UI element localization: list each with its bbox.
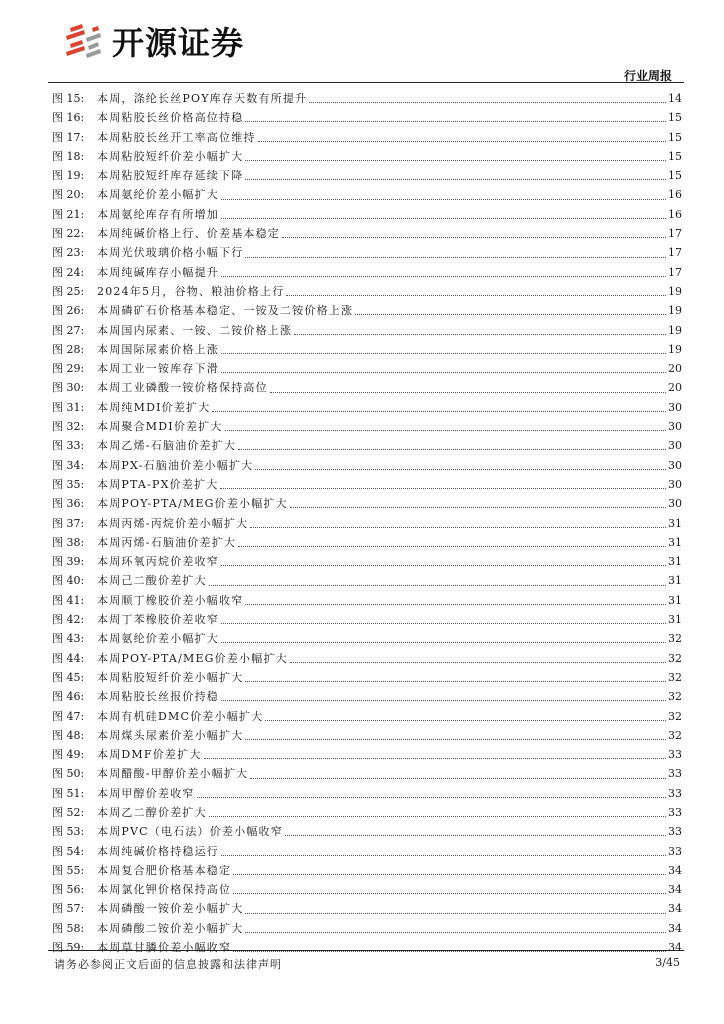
toc-figure-number: 图 40:: [52, 574, 85, 588]
toc-page-number: 17: [668, 246, 682, 260]
toc-dot-leader: [309, 102, 666, 103]
toc-entry[interactable]: [52, 89, 682, 108]
toc-page-number: 32: [668, 728, 682, 742]
toc-page-number: 31: [668, 516, 682, 530]
toc-page-number: 19: [668, 342, 682, 356]
toc-figure-number: 图 26:: [52, 304, 85, 318]
toc-figure-title: 本周工业磷酸一铵价格保持高位: [97, 381, 268, 395]
toc-figure-title: 本周氯化钾价格保持高位: [97, 883, 232, 897]
toc-figure-number: 图 52:: [52, 805, 85, 819]
toc-dot-leader: [250, 778, 666, 779]
toc-page-number: 30: [668, 458, 682, 472]
toc-figure-title: 本周乙二醇价差扩大: [97, 805, 207, 819]
toc-page-number: 33: [668, 844, 682, 858]
toc-entry[interactable]: [52, 475, 682, 494]
toc-page-number: 15: [668, 149, 682, 163]
toc-figure-number: 图 50:: [52, 767, 85, 781]
toc-figure-title: 本周粘胶长丝报价持稳: [97, 690, 219, 704]
toc-dot-leader: [355, 314, 666, 315]
toc-figure-title: 本周粘胶短纤库存延续下降: [97, 169, 244, 183]
toc-entry[interactable]: [52, 340, 682, 359]
toc-page-number: 31: [668, 574, 682, 588]
toc-figure-number: 图 57:: [52, 902, 85, 916]
footer-disclaimer: 请务必参阅正文后面的信息披露和法律声明: [54, 958, 282, 971]
toc-figure-number: 图 29:: [52, 362, 85, 376]
toc-entry[interactable]: [52, 224, 682, 243]
toc-dot-leader: [221, 642, 666, 643]
toc-figure-title: 本周氨纶价差小幅扩大: [97, 632, 219, 646]
toc-dot-leader: [225, 430, 666, 431]
toc-figure-title: 本周甲醇价差收窄: [97, 786, 195, 800]
toc-dot-leader: [270, 392, 666, 393]
toc-dot-leader: [245, 739, 666, 740]
toc-figure-title: 本周复合肥价格基本稳定: [97, 863, 232, 877]
toc-entry[interactable]: [52, 128, 682, 147]
toc-figure-title: 本周己二酸价差扩大: [97, 574, 207, 588]
toc-page-number: 33: [668, 825, 682, 839]
toc-dot-leader: [255, 469, 666, 470]
toc-dot-leader: [245, 913, 666, 914]
toc-figure-title: 本周PX-石脑油价差小幅扩大: [97, 458, 254, 472]
toc-figure-title: 本周，涤纶长丝POY库存天数有所提升: [97, 92, 308, 105]
toc-dot-leader: [221, 855, 666, 856]
toc-dot-leader: [294, 334, 666, 335]
toc-dot-leader: [197, 797, 666, 798]
toc-dot-leader: [233, 951, 666, 952]
toc-page-number: 19: [668, 304, 682, 318]
toc-page-number: 32: [668, 670, 682, 684]
toc-figure-title: 本周磷酸一铵价差小幅扩大: [97, 902, 244, 916]
toc-entry[interactable]: [52, 321, 682, 340]
toc-figure-number: 图 37:: [52, 516, 85, 530]
toc-figure-number: 图 32:: [52, 420, 85, 434]
toc-figure-title: 本周环氧丙烷价差收窄: [97, 555, 219, 569]
toc-figure-number: 图 39:: [52, 555, 85, 569]
toc-entry[interactable]: [52, 436, 682, 455]
toc-figure-title: 本周纯碱价格持稳运行: [97, 844, 219, 858]
toc-entry[interactable]: [52, 610, 682, 629]
toc-dot-leader: [221, 372, 666, 373]
toc-figure-title: 本周工业一铵库存下滑: [97, 362, 219, 376]
toc-figure-title: 本周光伏玻璃价格小幅下行: [97, 246, 244, 260]
toc-figure-title: 本周丙烯-丙烷价差小幅扩大: [97, 516, 249, 530]
toc-dot-leader: [221, 353, 666, 354]
toc-figure-number: 图 44:: [52, 651, 85, 665]
toc-figure-number: 图 19:: [52, 169, 85, 183]
toc-figure-number: 图 30:: [52, 381, 85, 395]
toc-figure-title: 本周氨纶价差小幅扩大: [97, 188, 219, 202]
toc-figure-title: 本周磷酸二铵价差小幅扩大: [97, 921, 244, 935]
toc-page-number: 32: [668, 651, 682, 665]
toc-figure-number: 图 17:: [52, 130, 85, 144]
toc-dot-leader: [233, 874, 666, 875]
toc-figure-title: 2024年5月，谷物、粮油价格上行: [97, 284, 285, 298]
footer-divider: [48, 950, 684, 951]
toc-figure-number: 图 41:: [52, 593, 85, 607]
toc-figure-number: 图 25:: [52, 284, 85, 298]
toc-entry[interactable]: [52, 552, 682, 571]
logo-text: 开源证券: [112, 24, 245, 62]
toc-entry[interactable]: [52, 649, 682, 668]
toc-entry[interactable]: [52, 938, 682, 957]
toc-figure-title: 本周粘胶长丝开工率高位维持: [97, 130, 256, 144]
toc-page-number: 33: [668, 767, 682, 781]
toc-entry[interactable]: [52, 707, 682, 726]
toc-entry[interactable]: [52, 668, 682, 687]
toc-page-number: 30: [668, 400, 682, 414]
toc-dot-leader: [245, 160, 666, 161]
toc-entry[interactable]: [52, 359, 682, 378]
toc-figure-title: 本周纯MDI价差扩大: [97, 400, 211, 414]
toc-page-number: 33: [668, 786, 682, 800]
toc-entry[interactable]: [52, 919, 682, 938]
toc-figure-number: 图 21:: [52, 207, 85, 221]
toc-page-number: 19: [668, 284, 682, 298]
toc-figure-number: 图 59:: [52, 941, 85, 955]
toc-entry[interactable]: [52, 745, 682, 764]
toc-page-number: 33: [668, 805, 682, 819]
toc-figure-title: 本周醋酸-甲醇价差小幅扩大: [97, 767, 249, 781]
toc-dot-leader: [221, 218, 666, 219]
kaiyuan-securities-logo-icon: [62, 22, 104, 64]
toc-figure-title: 本周聚合MDI价差扩大: [97, 420, 223, 434]
toc-page-number: 17: [668, 265, 682, 279]
toc-figure-number: 图 31:: [52, 400, 85, 414]
toc-dot-leader: [221, 199, 666, 200]
toc-dot-leader: [221, 276, 666, 277]
toc-figure-number: 图 38:: [52, 535, 85, 549]
toc-figure-number: 图 36:: [52, 497, 85, 511]
toc-dot-leader: [245, 604, 666, 605]
toc-dot-leader: [282, 237, 666, 238]
header-divider: [48, 82, 684, 83]
toc-entry[interactable]: [52, 263, 682, 282]
page-number: 3/45: [655, 956, 680, 969]
toc-dot-leader: [290, 662, 666, 663]
toc-page-number: 16: [668, 188, 682, 202]
toc-page-number: 32: [668, 709, 682, 723]
toc-entry[interactable]: [52, 591, 682, 610]
toc-figure-number: 图 54:: [52, 844, 85, 858]
toc-figure-number: 图 51:: [52, 786, 85, 800]
toc-figure-title: 本周乙烯-石脑油价差扩大: [97, 439, 237, 453]
toc-figure-title: 本周纯碱价格上行、价差基本稳定: [97, 227, 280, 241]
toc-entry[interactable]: [52, 456, 682, 475]
toc-page-number: 16: [668, 207, 682, 221]
toc-figure-title: 本周顺丁橡胶价差小幅收窄: [97, 593, 244, 607]
toc-figure-number: 图 23:: [52, 246, 85, 260]
toc-entry[interactable]: [52, 378, 682, 397]
toc-dot-leader: [221, 623, 666, 624]
toc-entry[interactable]: [52, 571, 682, 590]
toc-figure-number: 图 24:: [52, 265, 85, 279]
toc-figure-title: 本周丙烯-石脑油价差扩大: [97, 535, 237, 549]
toc-entry[interactable]: [52, 398, 682, 417]
toc-figure-number: 图 15:: [52, 92, 85, 105]
toc-page-number: 15: [668, 130, 682, 144]
toc-entry[interactable]: [52, 861, 682, 880]
toc-dot-leader: [238, 449, 666, 450]
toc-page-number: 32: [668, 632, 682, 646]
toc-dot-leader: [245, 121, 666, 122]
toc-figure-number: 图 58:: [52, 921, 85, 935]
toc-figure-title: 本周草甘膦价差小幅收窄: [97, 941, 232, 955]
toc-dot-leader: [245, 179, 666, 180]
toc-entry[interactable]: [52, 899, 682, 918]
toc-dot-leader: [265, 720, 666, 721]
toc-dot-leader: [233, 893, 666, 894]
toc-page-number: 14: [668, 92, 682, 105]
toc-entry[interactable]: [52, 243, 682, 262]
toc-dot-leader: [250, 527, 666, 528]
toc-entry[interactable]: [52, 514, 682, 533]
toc-figure-title: 本周氨纶库存有所增加: [97, 207, 219, 221]
toc-entry[interactable]: [52, 108, 682, 127]
toc-page-number: 34: [668, 921, 682, 935]
toc-dot-leader: [209, 816, 666, 817]
toc-dot-leader: [204, 758, 666, 759]
toc-figure-number: 图 45:: [52, 670, 85, 684]
toc-page-number: 15: [668, 169, 682, 183]
toc-entry[interactable]: [52, 185, 682, 204]
toc-page-number: 31: [668, 593, 682, 607]
toc-figure-title: 本周国内尿素、一铵、二铵价格上涨: [97, 323, 293, 337]
toc-page-number: 31: [668, 613, 682, 627]
toc-page-number: 30: [668, 420, 682, 434]
toc-entry[interactable]: [52, 803, 682, 822]
toc-entry[interactable]: [52, 687, 682, 706]
toc-figure-title: 本周PTA-PX价差扩大: [97, 477, 219, 491]
report-type-label: 行业周报: [623, 69, 672, 83]
toc-figure-number: 图 55:: [52, 863, 85, 877]
toc-figure-title: 本周粘胶长丝价格高位持稳: [97, 111, 244, 125]
toc-page-number: 30: [668, 439, 682, 453]
toc-entry[interactable]: [52, 533, 682, 552]
toc-page-number: 20: [668, 381, 682, 395]
toc-figure-number: 图 42:: [52, 613, 85, 627]
toc-figure-number: 图 28:: [52, 342, 85, 356]
toc-entry[interactable]: [52, 147, 682, 166]
toc-figure-number: 图 34:: [52, 458, 85, 472]
toc-dot-leader: [209, 585, 666, 586]
toc-figure-number: 图 48:: [52, 728, 85, 742]
toc-figure-title: 本周磷矿石价格基本稳定、一铵及二铵价格上涨: [97, 304, 354, 318]
toc-figure-title: 本周POY-PTA/MEG价差小幅扩大: [97, 651, 288, 665]
toc-figure-number: 图 18:: [52, 149, 85, 163]
toc-page-number: 15: [668, 111, 682, 125]
toc-entry[interactable]: [52, 842, 682, 861]
toc-page-number: 20: [668, 362, 682, 376]
toc-page-number: 31: [668, 555, 682, 569]
toc-entry[interactable]: [52, 629, 682, 648]
toc-figure-number: 图 33:: [52, 439, 85, 453]
toc-dot-leader: [245, 681, 666, 682]
toc-entry[interactable]: [52, 726, 682, 745]
toc-entry[interactable]: [52, 282, 682, 301]
toc-page-number: 32: [668, 690, 682, 704]
company-logo: [62, 22, 244, 64]
toc-figure-title: 本周POY-PTA/MEG价差小幅扩大: [97, 497, 288, 511]
toc-figure-number: 图 20:: [52, 188, 85, 202]
toc-dot-leader: [245, 932, 666, 933]
toc-page-number: 30: [668, 477, 682, 491]
toc-entry[interactable]: [52, 301, 682, 320]
toc-page-number: 34: [668, 883, 682, 897]
toc-dot-leader: [220, 488, 666, 489]
toc-figure-number: 图 27:: [52, 323, 85, 337]
toc-entry[interactable]: [52, 166, 682, 185]
toc-figure-title: 本周粘胶短纤价差小幅扩大: [97, 149, 244, 163]
toc-figure-number: 图 49:: [52, 748, 85, 762]
toc-dot-leader: [212, 411, 666, 412]
toc-figure-number: 图 46:: [52, 690, 85, 704]
toc-figure-title: 本周粘胶短纤价差小幅扩大: [97, 670, 244, 684]
toc-entry[interactable]: [52, 784, 682, 803]
toc-figure-title: 本周DMF价差扩大: [97, 748, 202, 762]
toc-entry[interactable]: [52, 880, 682, 899]
toc-figure-number: 图 22:: [52, 227, 85, 241]
toc-page-number: 33: [668, 748, 682, 762]
toc-entry[interactable]: [52, 764, 682, 783]
toc-dot-leader: [258, 141, 666, 142]
toc-figure-title: 本周PVC（电石法）价差小幅收窄: [97, 825, 283, 839]
toc-page-number: 30: [668, 497, 682, 511]
toc-figure-number: 图 16:: [52, 111, 85, 125]
toc-figure-title: 本周煤头尿素价差小幅扩大: [97, 728, 244, 742]
toc-dot-leader: [286, 295, 666, 296]
toc-figure-number: 图 56:: [52, 883, 85, 897]
toc-entry[interactable]: [52, 494, 682, 513]
toc-entry[interactable]: [52, 822, 682, 841]
toc-figure-title: 本周有机硅DMC价差小幅扩大: [97, 709, 264, 723]
toc-page-number: 19: [668, 323, 682, 337]
toc-dot-leader: [245, 257, 666, 258]
toc-page-number: 34: [668, 941, 682, 955]
toc-page-number: 31: [668, 535, 682, 549]
toc-figure-title: 本周国际尿素价格上涨: [97, 342, 219, 356]
toc-page-number: 34: [668, 902, 682, 916]
toc-figure-number: 图 43:: [52, 632, 85, 646]
toc-entry[interactable]: [52, 205, 682, 224]
toc-page-number: 34: [668, 863, 682, 877]
toc-dot-leader: [285, 835, 666, 836]
toc-entry[interactable]: [52, 417, 682, 436]
toc-figure-number: 图 47:: [52, 709, 85, 723]
figure-index-list: [52, 89, 682, 957]
toc-dot-leader: [238, 546, 666, 547]
toc-dot-leader: [221, 565, 666, 566]
toc-dot-leader: [221, 700, 666, 701]
toc-figure-title: 本周丁苯橡胶价差收窄: [97, 613, 219, 627]
toc-figure-title: 本周纯碱库存小幅提升: [97, 265, 219, 279]
toc-page-number: 17: [668, 227, 682, 241]
toc-dot-leader: [290, 507, 666, 508]
toc-figure-number: 图 53:: [52, 825, 85, 839]
toc-figure-number: 图 35:: [52, 477, 85, 491]
